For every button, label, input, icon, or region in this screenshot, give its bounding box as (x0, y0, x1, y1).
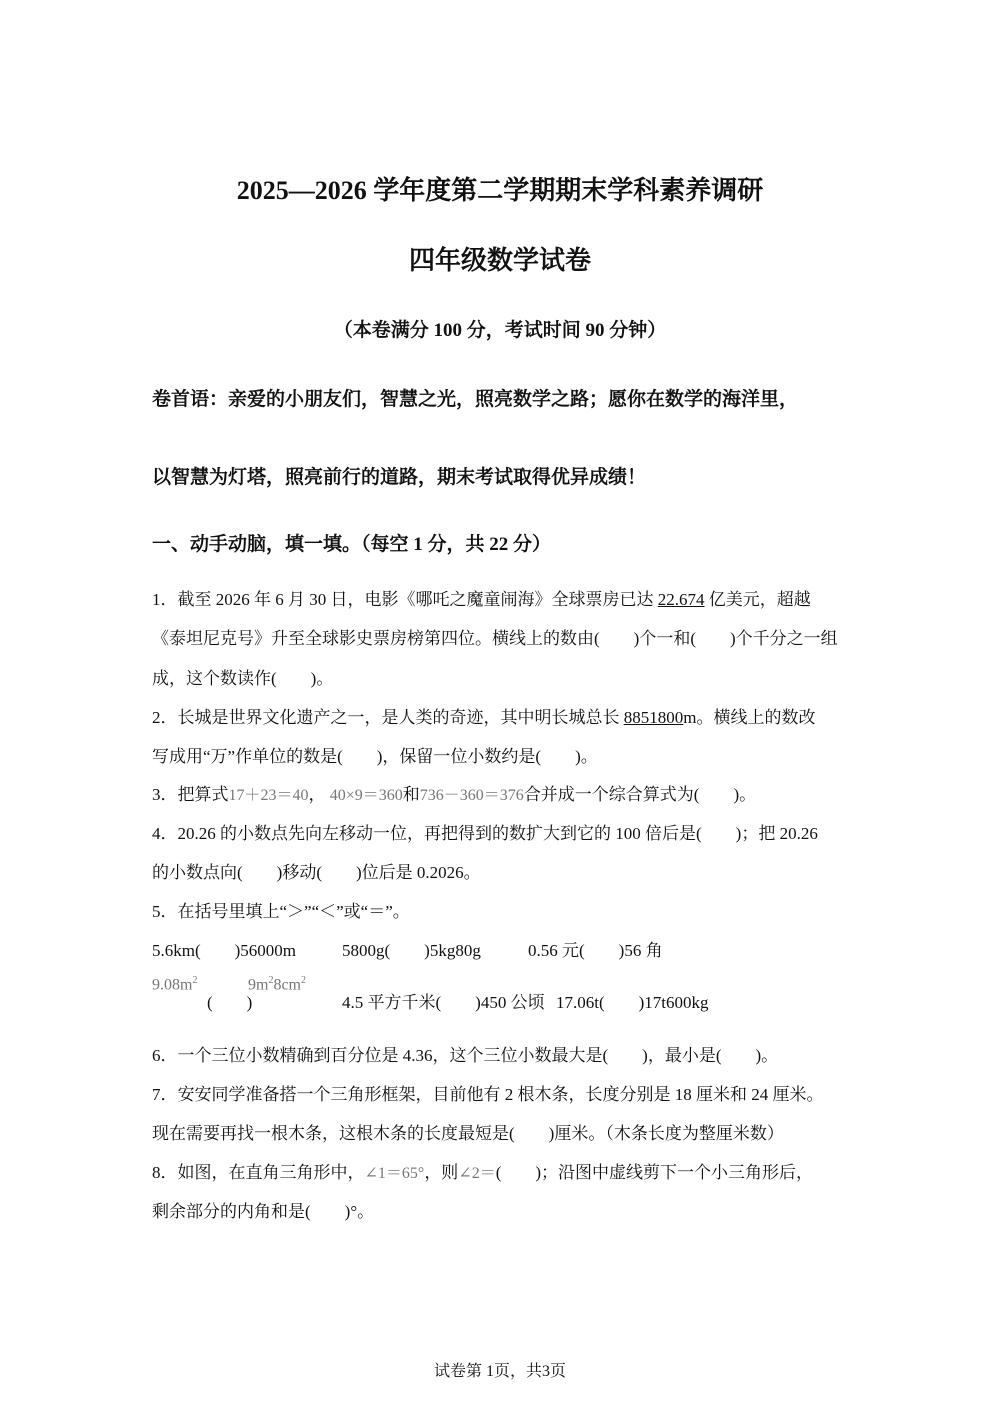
question-8-line-2: 剩余部分的内角和是( )°。 (152, 1202, 375, 1221)
q8-angle-2: ∠2＝ (458, 1165, 496, 1182)
q5-area-value-2 (248, 975, 306, 994)
question-1-line-1 (152, 585, 811, 610)
q5-area-paren: ( ) (207, 993, 253, 1012)
q3-formula-3: 736－360＝376 (419, 787, 524, 804)
q5-area-value-1 (152, 975, 197, 994)
q3-formula-1: 17＋23＝40 (228, 787, 309, 804)
question-2-line-1 (152, 703, 815, 728)
q5-area-sup-1: 2 (192, 975, 198, 986)
q1-text-a: 1．截至 2026 年 6 月 30 日，电影《哪吒之魔童闹海》全球票房已达 (152, 590, 658, 609)
q3-separator: ， (308, 785, 326, 804)
q5-area-number-1: 9.08m (152, 976, 193, 994)
q5-comparison-6: 17.06t( )17t600kg (556, 993, 709, 1012)
question-4-line-1: 4．20.26 的小数点先向左移动一位，再把得到的数扩大到它的 100 倍后是( )；把 20.26 (152, 824, 818, 843)
page-footer: 试卷第 1页，共3页 (433, 1363, 566, 1380)
q8-text-a: 8．如图，在直角三角形中， (152, 1163, 365, 1182)
q8-text-c: ( )；沿图中虚线剪下一个小三角形后， (495, 1163, 814, 1182)
exam-title: 2025—2026 学年度第二学期期末学科素养调研 (236, 176, 764, 205)
q5-area-sup-2: 2 (268, 975, 274, 986)
exam-note: （本卷满分 100 分，考试时间 90 分钟） (333, 320, 667, 341)
question-1-line-3: 成，这个数读作( )。 (152, 669, 334, 688)
question-7-line-1: 7．安安同学准备搭一个三角形框架，目前他有 2 根木条，长度分别是 18 厘米和 24 厘米。 (152, 1085, 824, 1104)
question-8-line-1 (152, 1158, 813, 1183)
q5-comparison-5: 4.5 平方千米( )450 公顷 (342, 993, 545, 1012)
q1-underlined-number: 22.674 (657, 590, 705, 609)
q2-underlined-number: 8851800 (623, 708, 684, 727)
exam-subtitle: 四年级数学试卷 (408, 246, 591, 275)
q1-text-b: 亿美元，超越 (704, 590, 811, 609)
q3-text-b: 合并成一个综合算式为( )。 (523, 785, 757, 804)
q2-text-a: 2．长城是世界文化遗产之一，是人类的奇迹，其中明长城总长 (152, 708, 624, 727)
q5-area-sup-3: 2 (301, 975, 306, 986)
q3-and: 和 (402, 785, 420, 804)
preface-line-1: 卷首语：亲爱的小朋友们，智慧之光，照亮数学之路；愿你在数学的海洋里， (152, 389, 799, 410)
q8-angle-1: ∠1＝65° (364, 1165, 425, 1182)
q2-text-b: m。横线上的数改 (683, 708, 816, 727)
q5-comparison-1: 5.6km( )56000m (152, 941, 297, 960)
q5-comparison-2: 5800g( )5kg80g (342, 941, 481, 960)
q3-text-a: 3．把算式 (152, 785, 229, 804)
question-5-line-1: 5．在括号里填上“＞”“＜”或“＝”。 (152, 902, 410, 921)
question-6-line-1: 6．一个三位小数精确到百分位是 4.36，这个三位小数最大是( )，最小是( )。 (152, 1046, 779, 1065)
question-2-line-2: 写成用“万”作单位的数是( )，保留一位小数约是( )。 (152, 747, 598, 766)
q5-comparison-3: 0.56 元( )56 角 (528, 941, 663, 960)
question-3-line-1 (152, 780, 756, 805)
question-7-line-2: 现在需要再找一根木条，这根木条的长度最短是( )厘米。（木条长度为整厘米数） (152, 1124, 784, 1143)
section-heading: 一、动手动脑，填一填。（每空 1 分，共 22 分） (152, 534, 552, 555)
question-4-line-2: 的小数点向( )移动( )位后是 0.2026。 (152, 863, 481, 882)
q5-area-m: 9m (248, 976, 269, 994)
q3-formula-2: 40×9＝360 (329, 787, 403, 804)
q5-area-cm: 8cm (273, 976, 301, 994)
preface-line-2: 以智慧为灯塔，照亮前行的道路，期末考试取得优异成绩！ (152, 467, 647, 488)
q8-text-b: ，则 (424, 1163, 459, 1182)
question-1-line-2: 《泰坦尼克号》升至全球影史票房榜第四位。横线上的数由( )个一和( )个千分之一组 (152, 629, 838, 648)
